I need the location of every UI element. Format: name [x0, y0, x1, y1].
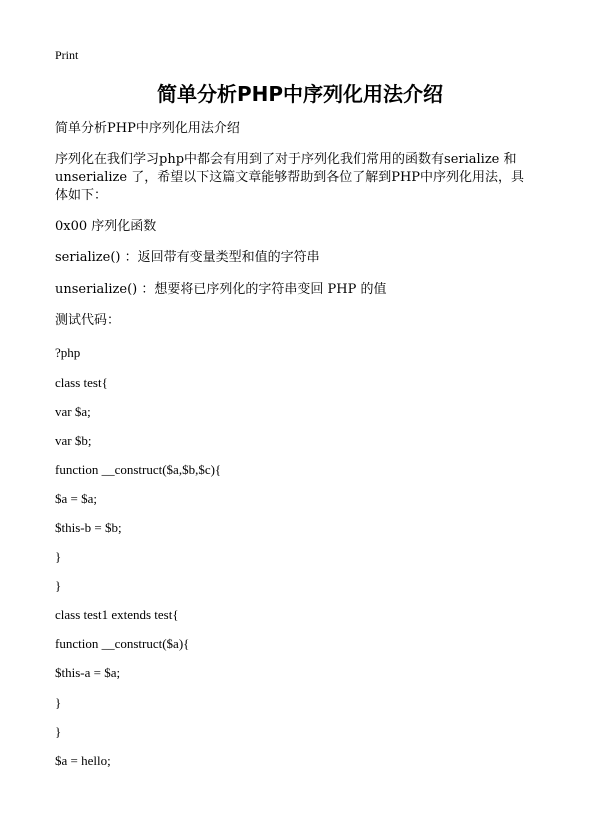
section-heading: 0x00 序列化函数 [55, 219, 157, 234]
serialize-description: serialize() ：返回带有变量类型和值的字符串 [55, 250, 320, 265]
code-line: } [55, 724, 62, 739]
code-line: class test1 extends test{ [55, 607, 179, 622]
code-line: } [55, 695, 62, 710]
code-line: } [55, 549, 62, 564]
print-label[interactable]: Print [55, 48, 79, 62]
code-line: function __construct($a,$b,$c){ [55, 462, 222, 477]
code-line: $this-a = $a; [55, 665, 121, 680]
code-line: ?php [55, 345, 81, 360]
page-title: 简单分析PHP中序列化用法介绍 [156, 82, 444, 106]
code-line: } [55, 578, 62, 593]
test-code-label: 测试代码： [55, 313, 121, 328]
intro-paragraph: 序列化在我们学习php中都会有用到了对于序列化我们常用的函数有serialize 和unserialize 了，希望以下这篇文章能够帮助到各位了解到PHP中序列化用法，具体如下： [55, 152, 525, 203]
code-line: function __construct($a){ [55, 636, 190, 651]
code-line: $this-b = $b; [55, 520, 122, 535]
code-line: var $a; [55, 404, 91, 419]
article-subtitle: 简单分析PHP中序列化用法介绍 [55, 121, 240, 136]
code-line: $a = hello; [55, 753, 111, 768]
code-line: var $b; [55, 433, 92, 448]
code-line: $a = $a; [55, 491, 97, 506]
unserialize-description: unserialize() ：想要将已序列化的字符串变回 PHP 的值 [55, 282, 387, 297]
code-line: class test{ [55, 375, 108, 390]
